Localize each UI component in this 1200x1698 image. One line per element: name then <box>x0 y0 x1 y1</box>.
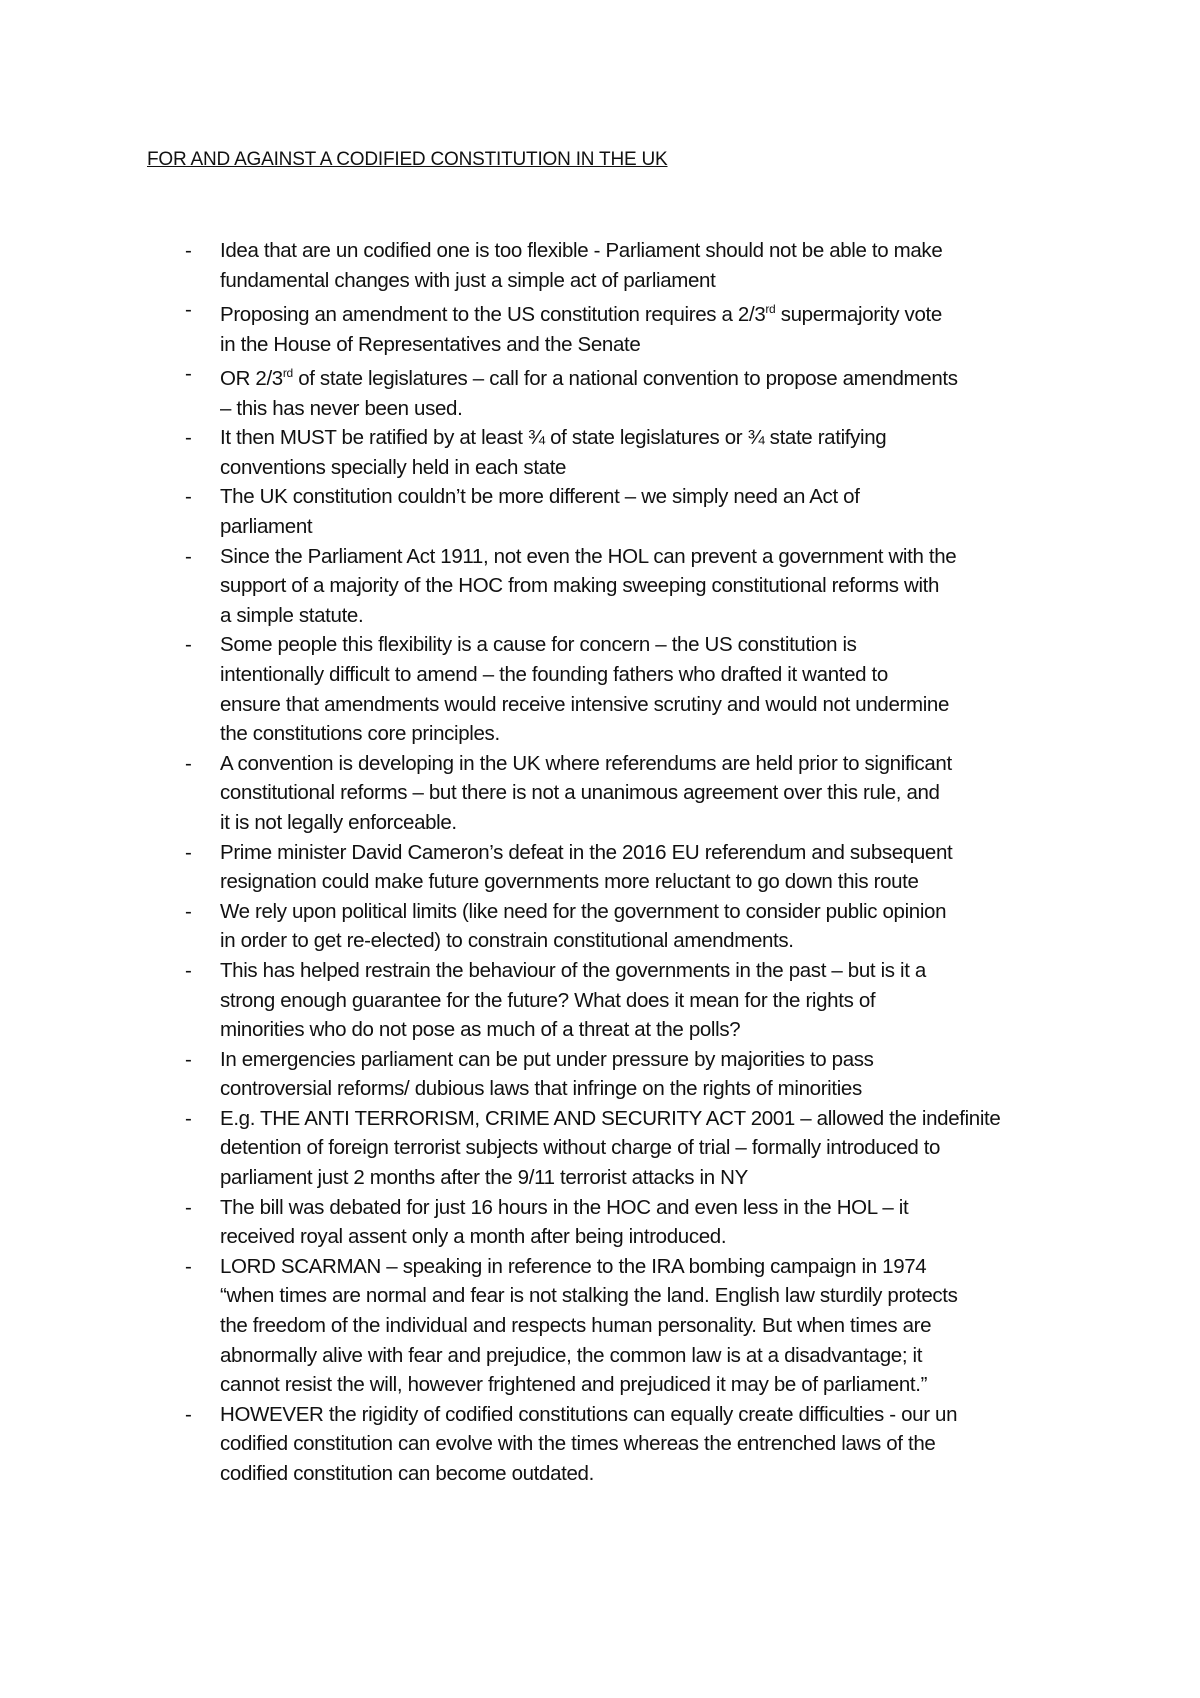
list-item-line: detention of foreign terrorist subjects without charge of trial – formally introduced to <box>220 1136 941 1160</box>
list-item-line: Idea that are un codified one is too flexible - Parliament should not be able to make <box>220 239 943 262</box>
bullet-dash: - <box>185 362 192 386</box>
list-item-line: This has helped restrain the behaviour of the governments in the past – but is it a <box>220 958 926 982</box>
list-item-line: parliament just 2 months after the 9/11 terrorist attacks in NY <box>220 1166 748 1190</box>
list-item <box>185 542 1085 631</box>
list-item-line: cannot resist the will, however frightened and prejudiced it may be of parliament.” <box>220 1373 928 1397</box>
bullet-dash: - <box>185 899 192 923</box>
list-item <box>185 956 1085 1045</box>
list-item-line: abnormally alive with fear and prejudice, the common law is at a disadvantage; it <box>220 1343 923 1367</box>
list-item-line: The UK constitution couldn’t be more different – we simply need an Act of <box>220 485 860 509</box>
list-item <box>185 423 1085 482</box>
bullet-dash: - <box>185 633 192 657</box>
list-item-line: ensure that amendments would receive intensive scrutiny and would not undermine <box>220 692 949 716</box>
list-item <box>185 838 1085 897</box>
list-item <box>185 749 1085 838</box>
list-item-line: resignation could make future governments more reluctant to go down this route <box>220 870 919 894</box>
bullet-list <box>185 236 1085 1489</box>
list-item-line: parliament <box>220 515 313 538</box>
list-item-line: We rely upon political limits (like need for the government to consider public opinion <box>220 899 947 923</box>
list-item-line: minorities who do not pose as much of a threat at the polls? <box>220 1018 741 1042</box>
list-item-line: “when times are normal and fear is not stalking the land. English law sturdily protects <box>220 1284 958 1308</box>
bullet-dash: - <box>185 1254 192 1278</box>
bullet-dash: - <box>185 751 192 775</box>
list-item-line: – this has never been used. <box>220 396 463 420</box>
list-item <box>185 1400 1085 1489</box>
list-item-line: it is not legally enforceable. <box>220 810 457 834</box>
list-item-line: conventions specially held in each state <box>220 455 567 479</box>
list-item <box>185 630 1085 748</box>
list-item-line: codified constitution can evolve with the times whereas the entrenched laws of the <box>220 1432 936 1456</box>
bullet-dash: - <box>185 1106 192 1130</box>
list-item-line: OR 2/3rd of state legislatures – call for a national convention to propose amendments <box>220 366 958 391</box>
list-item-line: received royal assent only a month after being introduced. <box>220 1225 727 1249</box>
list-item <box>185 236 1085 295</box>
list-item-line: Proposing an amendment to the US constitution requires a 2/3rd supermajority vote <box>220 302 942 327</box>
list-item-line: The bill was debated for just 16 hours in the HOC and even less in the HOL – it <box>220 1195 909 1219</box>
list-item <box>185 897 1085 956</box>
list-item-line: in order to get re-elected) to constrain constitutional amendments. <box>220 929 794 953</box>
document-title: FOR AND AGAINST A CODIFIED CONSTITUTION IN THE UK <box>147 149 668 170</box>
list-item-line: the constitutions core principles. <box>220 722 500 746</box>
list-item-line: Since the Parliament Act 1911, not even the HOL can prevent a government with the <box>220 544 957 568</box>
list-item <box>185 1252 1085 1400</box>
bullet-dash: - <box>185 426 192 450</box>
bullet-dash: - <box>185 298 192 322</box>
list-item-line: A convention is developing in the UK where referendums are held prior to significant <box>220 751 952 775</box>
bullet-dash: - <box>185 840 192 864</box>
list-item <box>185 1193 1085 1252</box>
list-item <box>185 1045 1085 1104</box>
bullet-dash: - <box>185 239 192 262</box>
list-item-line: strong enough guarantee for the future? What does it mean for the rights of <box>220 988 876 1012</box>
list-item <box>185 482 1085 541</box>
list-item-line: E.g. THE ANTI TERRORISM, CRIME AND SECURITY ACT 2001 – allowed the indefinite <box>220 1106 1001 1130</box>
bullet-dash: - <box>185 1402 192 1426</box>
list-item-line: controversial reforms/ dubious laws that infringe on the rights of minorities <box>220 1077 862 1101</box>
bullet-dash: - <box>185 485 192 509</box>
list-item-line: intentionally difficult to amend – the founding fathers who drafted it wanted to <box>220 662 888 686</box>
list-item-line: LORD SCARMAN – speaking in reference to the IRA bombing campaign in 1974 <box>220 1254 927 1278</box>
list-item-line: support of a majority of the HOC from making sweeping constitutional reforms with <box>220 574 940 598</box>
list-item <box>185 359 1085 423</box>
list-item <box>185 295 1085 359</box>
bullet-dash: - <box>185 1047 192 1071</box>
list-item-line: In emergencies parliament can be put under pressure by majorities to pass <box>220 1047 874 1071</box>
list-item-line: fundamental changes with just a simple act of parliament <box>220 268 716 292</box>
list-item <box>185 1104 1085 1193</box>
list-item-line: Prime minister David Cameron’s defeat in the 2016 EU referendum and subsequent <box>220 840 953 864</box>
list-item-line: the freedom of the individual and respects human personality. But when times are <box>220 1314 932 1338</box>
bullet-dash: - <box>185 544 192 568</box>
list-item-line: a simple statute. <box>220 603 364 627</box>
list-item-line: HOWEVER the rigidity of codified constitutions can equally create difficulties - our un <box>220 1402 958 1426</box>
bullet-dash: - <box>185 1195 192 1219</box>
list-item-line: codified constitution can become outdated. <box>220 1462 594 1485</box>
list-item-line: in the House of Representatives and the Senate <box>220 332 641 356</box>
list-item-line: It then MUST be ratified by at least ¾ of state legislatures or ¾ state ratifying <box>220 426 887 450</box>
list-item-line: Some people this flexibility is a cause for concern – the US constitution is <box>220 633 857 657</box>
bullet-dash: - <box>185 958 192 982</box>
list-item-line: constitutional reforms – but there is not a unanimous agreement over this rule, and <box>220 781 940 805</box>
